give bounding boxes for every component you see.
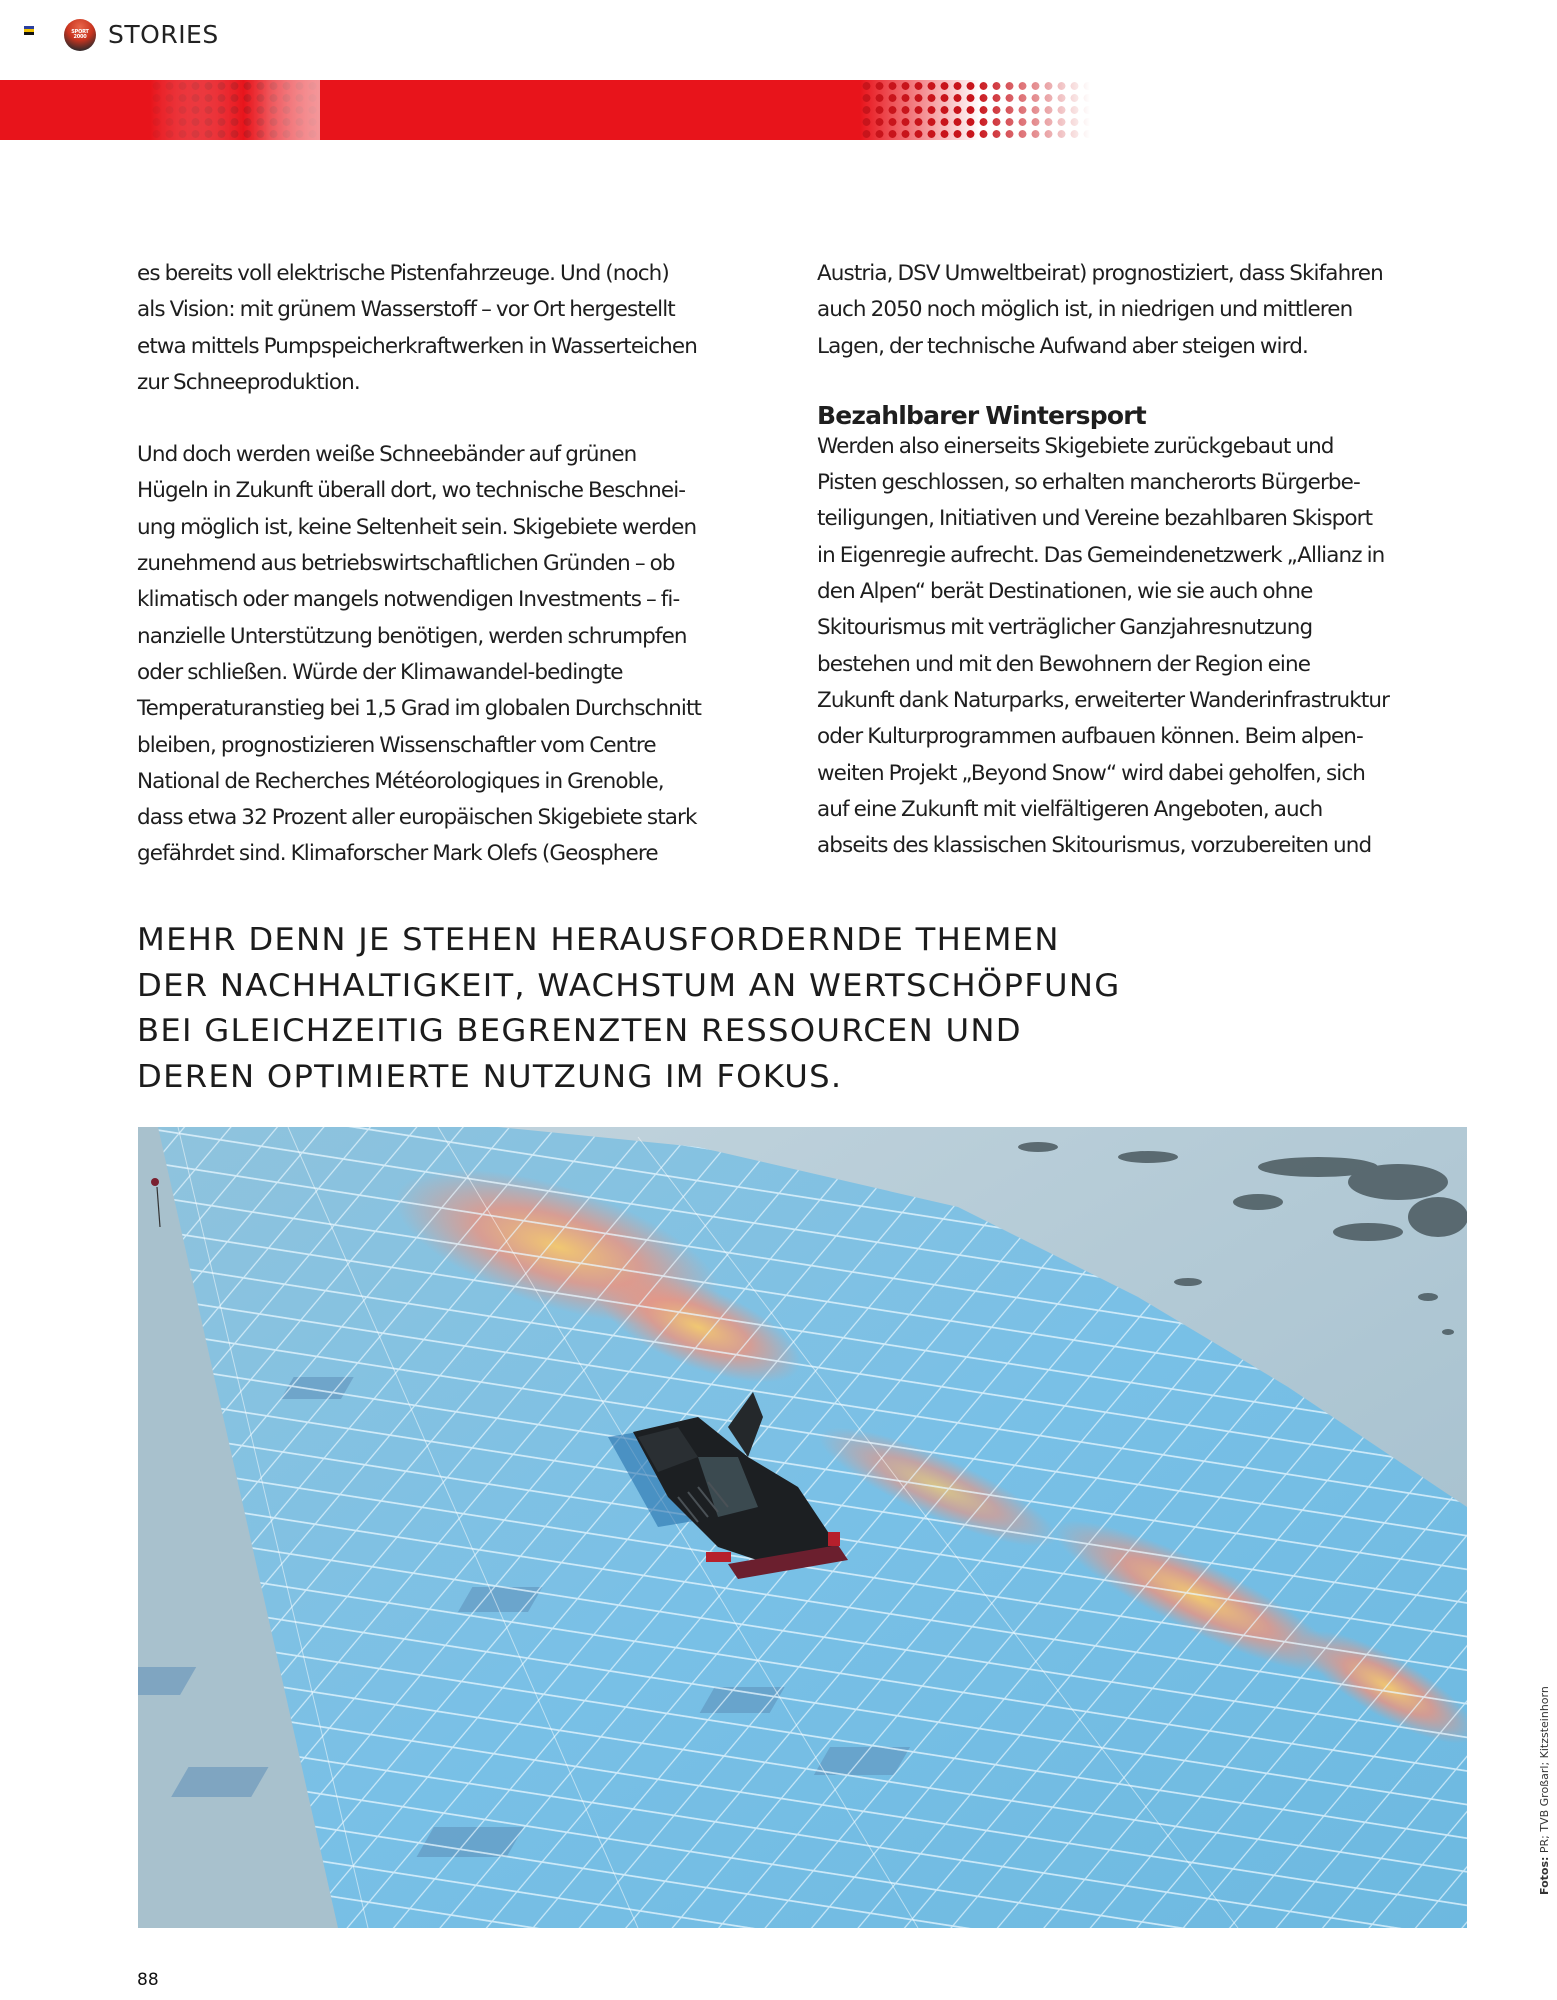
sport2000-logo[interactable]	[64, 19, 96, 51]
text-line: Werden also einerseits Skigebiete zurückgebaut und	[817, 433, 1334, 459]
article-photo	[138, 1127, 1467, 1928]
text-line: National de Recherches Météorologiques in Grenoble,	[137, 768, 664, 794]
text-line: es bereits voll elektrische Pistenfahrzeuge. Und (noch)	[137, 261, 669, 286]
text-line: dass etwa 32 Prozent aller europäischen Skigebiete stark	[137, 805, 697, 831]
quote-line: DEREN OPTIMIERTE NUTZUNG IM FOKUS.	[137, 1058, 843, 1095]
logo-line2: 2000	[73, 34, 87, 40]
text-line: den Alpen“ berät Destinationen, wie sie auch ohne	[817, 579, 1313, 605]
text-line: zunehmend aus betriebswirtschaftlichen Gründen – ob	[137, 551, 675, 577]
subheading: Bezahlbarer Wintersport	[817, 400, 1146, 430]
section-title[interactable]: STORIES	[108, 20, 219, 49]
text-line: etwa mittels Pumpspeicherkraftwerken in Wasserteichen	[137, 333, 697, 359]
text-line: Skitourismus mit verträglicher Ganzjahresnutzung	[817, 615, 1313, 641]
text-line: auch 2050 noch möglich ist, in niedrigen und mittleren	[817, 297, 1353, 323]
text-line: auf eine Zukunft mit vielfältigeren Angeboten, auch	[817, 796, 1323, 822]
text-line: nanzielle Unterstützung benötigen, werden schrumpfen	[137, 623, 687, 649]
credit-label: Fotos:	[1538, 1856, 1551, 1895]
text-line: Und doch werden weiße Schneebänder auf grünen	[137, 442, 637, 468]
band-halftone-2	[860, 80, 1090, 140]
paragraph	[817, 429, 1457, 865]
flag-icon	[24, 26, 34, 35]
article-right-column	[817, 256, 1457, 864]
text-line: gefährdet sind. Klimaforscher Mark Olefs (Geosphere	[137, 841, 658, 867]
text-line: Temperaturanstieg bei 1,5 Grad im globalen Durchschnitt	[137, 696, 702, 722]
text-line: teiligungen, Initiativen und Vereine bezahlbaren Skisport	[817, 506, 1373, 532]
text-line: als Vision: mit grünem Wasserstoff – vor Ort hergestellt	[137, 297, 675, 323]
photo-credit	[1538, 1686, 1551, 1895]
text-line: Zukunft dank Naturparks, erweiterter Wanderinfrastruktur	[817, 687, 1390, 713]
paragraph	[137, 437, 777, 873]
text-line: bestehen und mit den Bewohnern der Region eine	[817, 651, 1311, 677]
band-solid-left	[0, 80, 150, 140]
pull-quote	[137, 918, 1120, 1100]
paragraph	[817, 256, 1457, 365]
text-line: bleiben, prognostizieren Wissenschaftler vom Centre	[137, 732, 656, 758]
quote-line: DER NACHHALTIGKEIT, WACHSTUM AN WERTSCHÖPFUNG	[137, 967, 1121, 1004]
article-left-column	[137, 256, 777, 873]
logo-line1: SPORT	[71, 29, 89, 35]
credit-text: PR; TVB Großarl; Kitzsteinhorn	[1538, 1686, 1551, 1854]
band-solid-middle	[320, 80, 860, 140]
text-line: in Eigenregie aufrecht. Das Gemeindenetzwerk „Allianz in	[817, 542, 1385, 568]
quote-line: MEHR DENN JE STEHEN HERAUSFORDERNDE THEMEN	[137, 922, 1060, 958]
text-line: ung möglich ist, keine Seltenheit sein. Skigebiete werden	[137, 514, 697, 540]
red-halftone-band	[0, 80, 1090, 140]
band-halftone-1	[150, 80, 320, 140]
text-line: Hügeln in Zukunft überall dort, wo technische Beschnei-	[137, 478, 686, 504]
text-line: oder Kulturprogrammen aufbauen können. Beim alpen-	[817, 724, 1363, 750]
text-line: oder schließen. Würde der Klimawandel-bedingte	[137, 659, 623, 685]
page-number: 88	[137, 1970, 159, 1990]
quote-line: BEI GLEICHZEITIG BEGRENZTEN RESSOURCEN UND	[137, 1013, 1022, 1049]
text-line: klimatisch oder mangels notwendigen Investments – fi-	[137, 587, 680, 613]
text-line: zur Schneeproduktion.	[137, 369, 360, 395]
snow-groomer-heatmap-image	[138, 1127, 1467, 1928]
text-line: abseits des klassischen Skitourismus, vorzubereiten und	[817, 833, 1372, 859]
text-line: Pisten geschlossen, so erhalten mancherorts Bürgerbe-	[817, 470, 1360, 496]
paragraph	[137, 256, 777, 401]
text-line: Lagen, der technische Aufwand aber steigen wird.	[817, 333, 1308, 359]
text-line: Austria, DSV Umweltbeirat) prognostiziert, dass Skifahren	[817, 261, 1383, 286]
text-line: weiten Projekt „Beyond Snow“ wird dabei geholfen, sich	[817, 760, 1365, 786]
